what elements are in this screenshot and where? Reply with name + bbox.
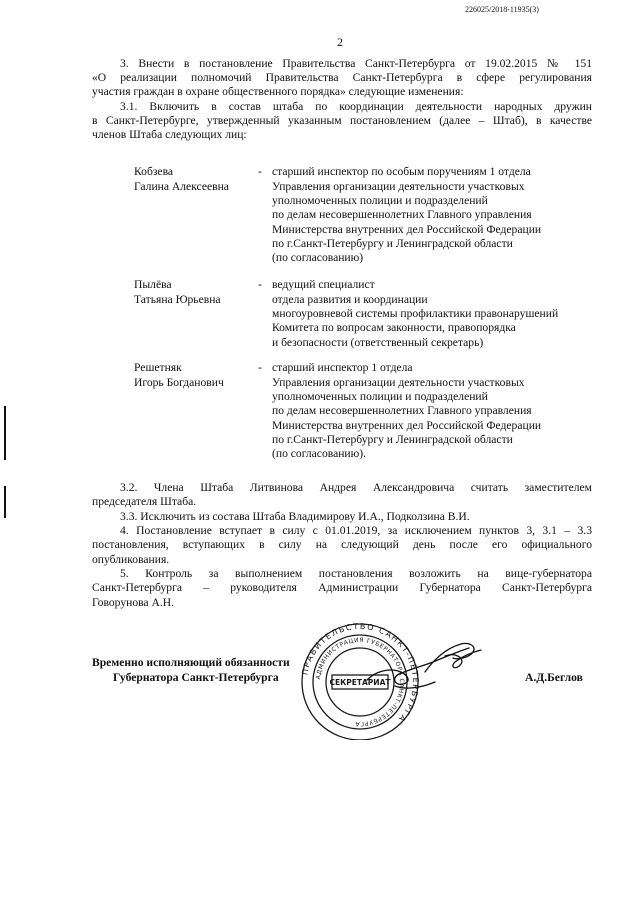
closing-line: Говорунова А.Н.: [92, 596, 175, 609]
document-number: 226025/2018-11935(3): [465, 5, 539, 14]
member-role-line: по г.Санкт-Петербургу и Ленинградской области: [272, 237, 513, 250]
member-role-line: ведущий специалист: [272, 278, 375, 291]
closing-line: Санкт-Петербурга – руководителя Администрации Губернатора Санкт-Петербурга: [92, 581, 592, 594]
signatory-name: А.Д.Беглов: [525, 671, 583, 684]
intro-line: членов Штаба следующих лиц:: [92, 128, 247, 141]
member-role-line: (по согласованию): [272, 251, 364, 264]
closing-line: опубликования.: [92, 553, 170, 566]
member-role-line: Министерства внутренних дел Российской Федерации: [272, 419, 542, 432]
member-given-names: Галина Алексеевна: [134, 180, 229, 193]
member-role-line: по г.Санкт-Петербургу и Ленинградской области: [272, 433, 513, 446]
seal-center-text: СЕКРЕТАРИАТ: [329, 678, 391, 687]
intro-line: «О реализации полномочий Правительства Санкт-Петербурга в сфере регулирования: [92, 71, 592, 84]
member-role-line: Министерства внутренних дел Российской Федерации: [272, 223, 542, 236]
signatory-position-line: Временно исполняющий обязанности: [92, 656, 290, 669]
member-role-line: по делам несовершеннолетних Главного управления: [272, 208, 532, 221]
member-given-names: Татьяна Юрьевна: [134, 293, 221, 306]
member-role-line: старший инспектор по особым поручениям 1 отдела: [272, 165, 531, 178]
member-role-line: уполномоченных полиции и подразделений: [272, 194, 488, 207]
member-surname: Решетняк: [134, 361, 182, 374]
seal-outer-text: ПРАВИТЕЛЬСТВО САНКТ-ПЕТЕРБУРГА: [300, 621, 421, 725]
closing-line: 3.2. Члена Штаба Литвинова Андрея Александровича считать заместителем: [120, 481, 592, 494]
scan-margin-mark: [4, 406, 6, 460]
closing-line: председателя Штаба.: [92, 495, 197, 508]
closing-line: 5. Контроль за выполнением постановления возложить на вице-губернатора: [120, 567, 592, 580]
closing-line: 4. Постановление вступает в силу с 01.01.2019, за исключением пунктов 3, 3.1 – 3.3: [120, 524, 592, 537]
member-role-line: уполномоченных полиции и подразделений: [272, 390, 488, 403]
intro-line: 3. Внести в постановление Правительства Санкт-Петербурга от 19.02.2015 № 151: [120, 57, 592, 70]
member-surname: Кобзева: [134, 165, 174, 178]
intro-line: участия граждан в охране общественного порядка» следующие изменения:: [92, 85, 464, 98]
closing-line: 3.3. Исключить из состава Штаба Владимирову И.А., Подколзина В.И.: [120, 510, 470, 523]
member-dash: -: [258, 361, 262, 374]
member-role-line: Управления организации деятельности участковых: [272, 180, 525, 193]
member-role-line: по делам несовершеннолетних Главного управления: [272, 404, 532, 417]
member-surname: Пылёва: [134, 278, 172, 291]
member-role-line: (по согласованию).: [272, 447, 367, 460]
closing-line: постановления, вступающих в силу на следующий день после его официального: [92, 538, 592, 551]
seal-inner-text: АДМИНИСТРАЦИЯ ГУБЕРНАТОРА САНКТ-ПЕТЕРБУРГА: [315, 636, 406, 728]
scan-margin-mark: [4, 486, 6, 518]
intro-line: 3.1. Включить в состав штаба по координации деятельности народных дружин: [120, 100, 592, 113]
member-role-line: Управления организации деятельности участковых: [272, 376, 525, 389]
member-dash: -: [258, 165, 262, 178]
member-role-line: старший инспектор 1 отдела: [272, 361, 413, 374]
intro-line: в Санкт-Петербурге, утвержденный указанным постановлением (далее – Штаб), в качестве: [92, 114, 592, 127]
page-number: 2: [337, 35, 343, 49]
member-dash: -: [258, 278, 262, 291]
member-role-line: Комитета по вопросам законности, правопорядка: [272, 321, 516, 334]
member-role-line: отдела развития и координации: [272, 293, 428, 306]
member-role-line: и безопасности (ответственный секретарь): [272, 336, 484, 349]
member-role-line: многоуровневой системы профилактики правонарушений: [272, 307, 559, 320]
handwritten-signature: [365, 628, 490, 698]
signatory-position-line: Губернатора Санкт-Петербурга: [113, 671, 279, 684]
member-given-names: Игорь Богданович: [134, 376, 224, 389]
